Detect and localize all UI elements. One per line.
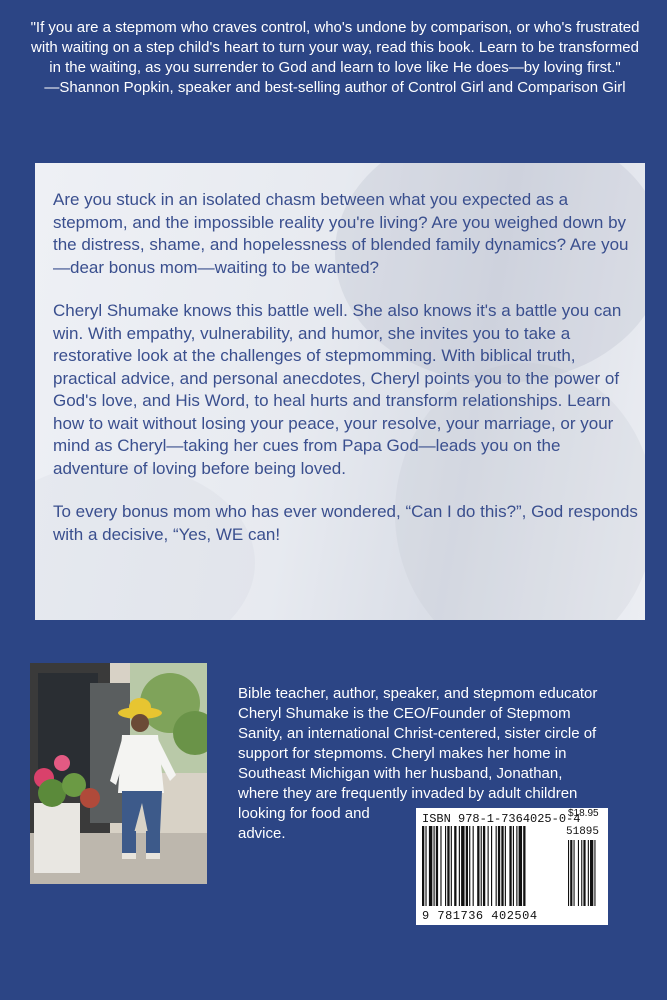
barcode-bar [447,826,449,906]
barcode-bar [469,826,470,906]
barcode-bar [473,826,474,906]
description-paragraph: Cheryl Shumake knows this battle well. She also knows it's a battle you can win. With empathy, vulnerability, and humor, she invites you to take a restorative look at the challenges of stepmomming. With biblical truth, practical advice, and personal anecdotes, Cheryl points you to the power of God's love, and His Word, to heal hurts and transform relationships. Learn how to wait without losing your peace, your resolve, your marriage, or your mind as Cheryl—taking her cues from Papa God—leads you on the adventure of loving before being loved. [53,301,622,478]
bio-line: Bible teacher, author, speaker, and stepmom educator [238,685,598,702]
barcode-bar [513,826,514,906]
barcode-bar [425,826,426,906]
barcode-addon-bar [581,840,582,906]
barcode-addon-bar [570,840,572,906]
barcode-addon-bar [590,840,593,906]
author-photo-illustration [30,663,207,884]
barcode-bar [466,826,468,906]
barcode-bar [459,826,460,906]
barcode-addon-bar [568,840,569,906]
barcode-bar [488,826,489,906]
barcode-bar [461,826,464,906]
ean-number: 9 781736 402504 [422,909,538,923]
endorsement-quote: "If you are a stepmom who craves control, who's undone by comparison, or who's frustrated with waiting on a step child's heart to turn your way, read this book. Learn to be transformed in the waiting, as you surrender to God and learn to love like He does—by loving first." [30,19,640,76]
barcode-bar [429,826,432,906]
book-description [53,189,638,567]
bio-line: Sanity, an international Christ-centered, sister circle of [238,725,597,742]
barcode-bar [523,826,525,906]
barcode-addon-number: 51895 [566,826,600,838]
barcode-bar [519,826,522,906]
barcode-addon-bar [578,840,579,906]
barcode-addon-bar [594,840,595,906]
bio-line: looking for food and [238,805,370,822]
bio-line: Southeast Michigan with her husband, Jonathan, [238,765,563,782]
bio-line: support for stepmoms. Cheryl makes her home in [238,745,567,762]
barcode-bars [422,826,602,908]
barcode-bar [477,826,479,906]
barcode-bar [445,826,446,906]
description-paragraph: To every bonus mom who has ever wondered, “Can I do this?”, God responds with a decisive, “Yes, WE can! [53,502,638,544]
barcode-bar [440,826,441,906]
barcode-bar [496,826,497,906]
barcode-bar [509,826,511,906]
barcode-bar [422,826,424,906]
barcode-bar [505,826,506,906]
isbn-barcode [416,808,608,925]
barcode-addon-bar [583,840,585,906]
barcode-bar [483,826,485,906]
barcode-bar [451,826,452,906]
barcode-addon-bar [588,840,589,906]
bio-line: advice. [238,825,286,842]
endorsement-attribution: —Shannon Popkin, speaker and best-selling author of Control Girl and Comparison Girl [44,79,626,96]
barcode-bar [501,826,503,906]
barcode-price: $18.95 [568,808,599,819]
barcode-bar [481,826,482,906]
bio-line: where they are frequently invaded by adult children [238,785,578,802]
barcode-addon-bar [574,840,575,906]
barcode-bar [498,826,500,906]
description-paragraph: Are you stuck in an isolated chasm between what you expected as a stepmom, and the impossible reality you're living? Are you weighed down by the distress, shame, and hopelessness of blended family dynamics? Are you—dear bonus mom—waiting to be wanted? [53,190,629,277]
barcode-bar [436,826,438,906]
barcode-bar [434,826,435,906]
barcode-bar [491,826,492,906]
barcode-bar [454,826,456,906]
bio-line: Cheryl Shumake is the CEO/Founder of Stepmom [238,705,571,722]
isbn-number: ISBN 978-1-7364025-0-4 [422,812,581,826]
description-panel [35,163,645,620]
endorsement-quote-block [30,18,640,98]
barcode-bar [516,826,517,906]
author-photo [30,663,207,884]
